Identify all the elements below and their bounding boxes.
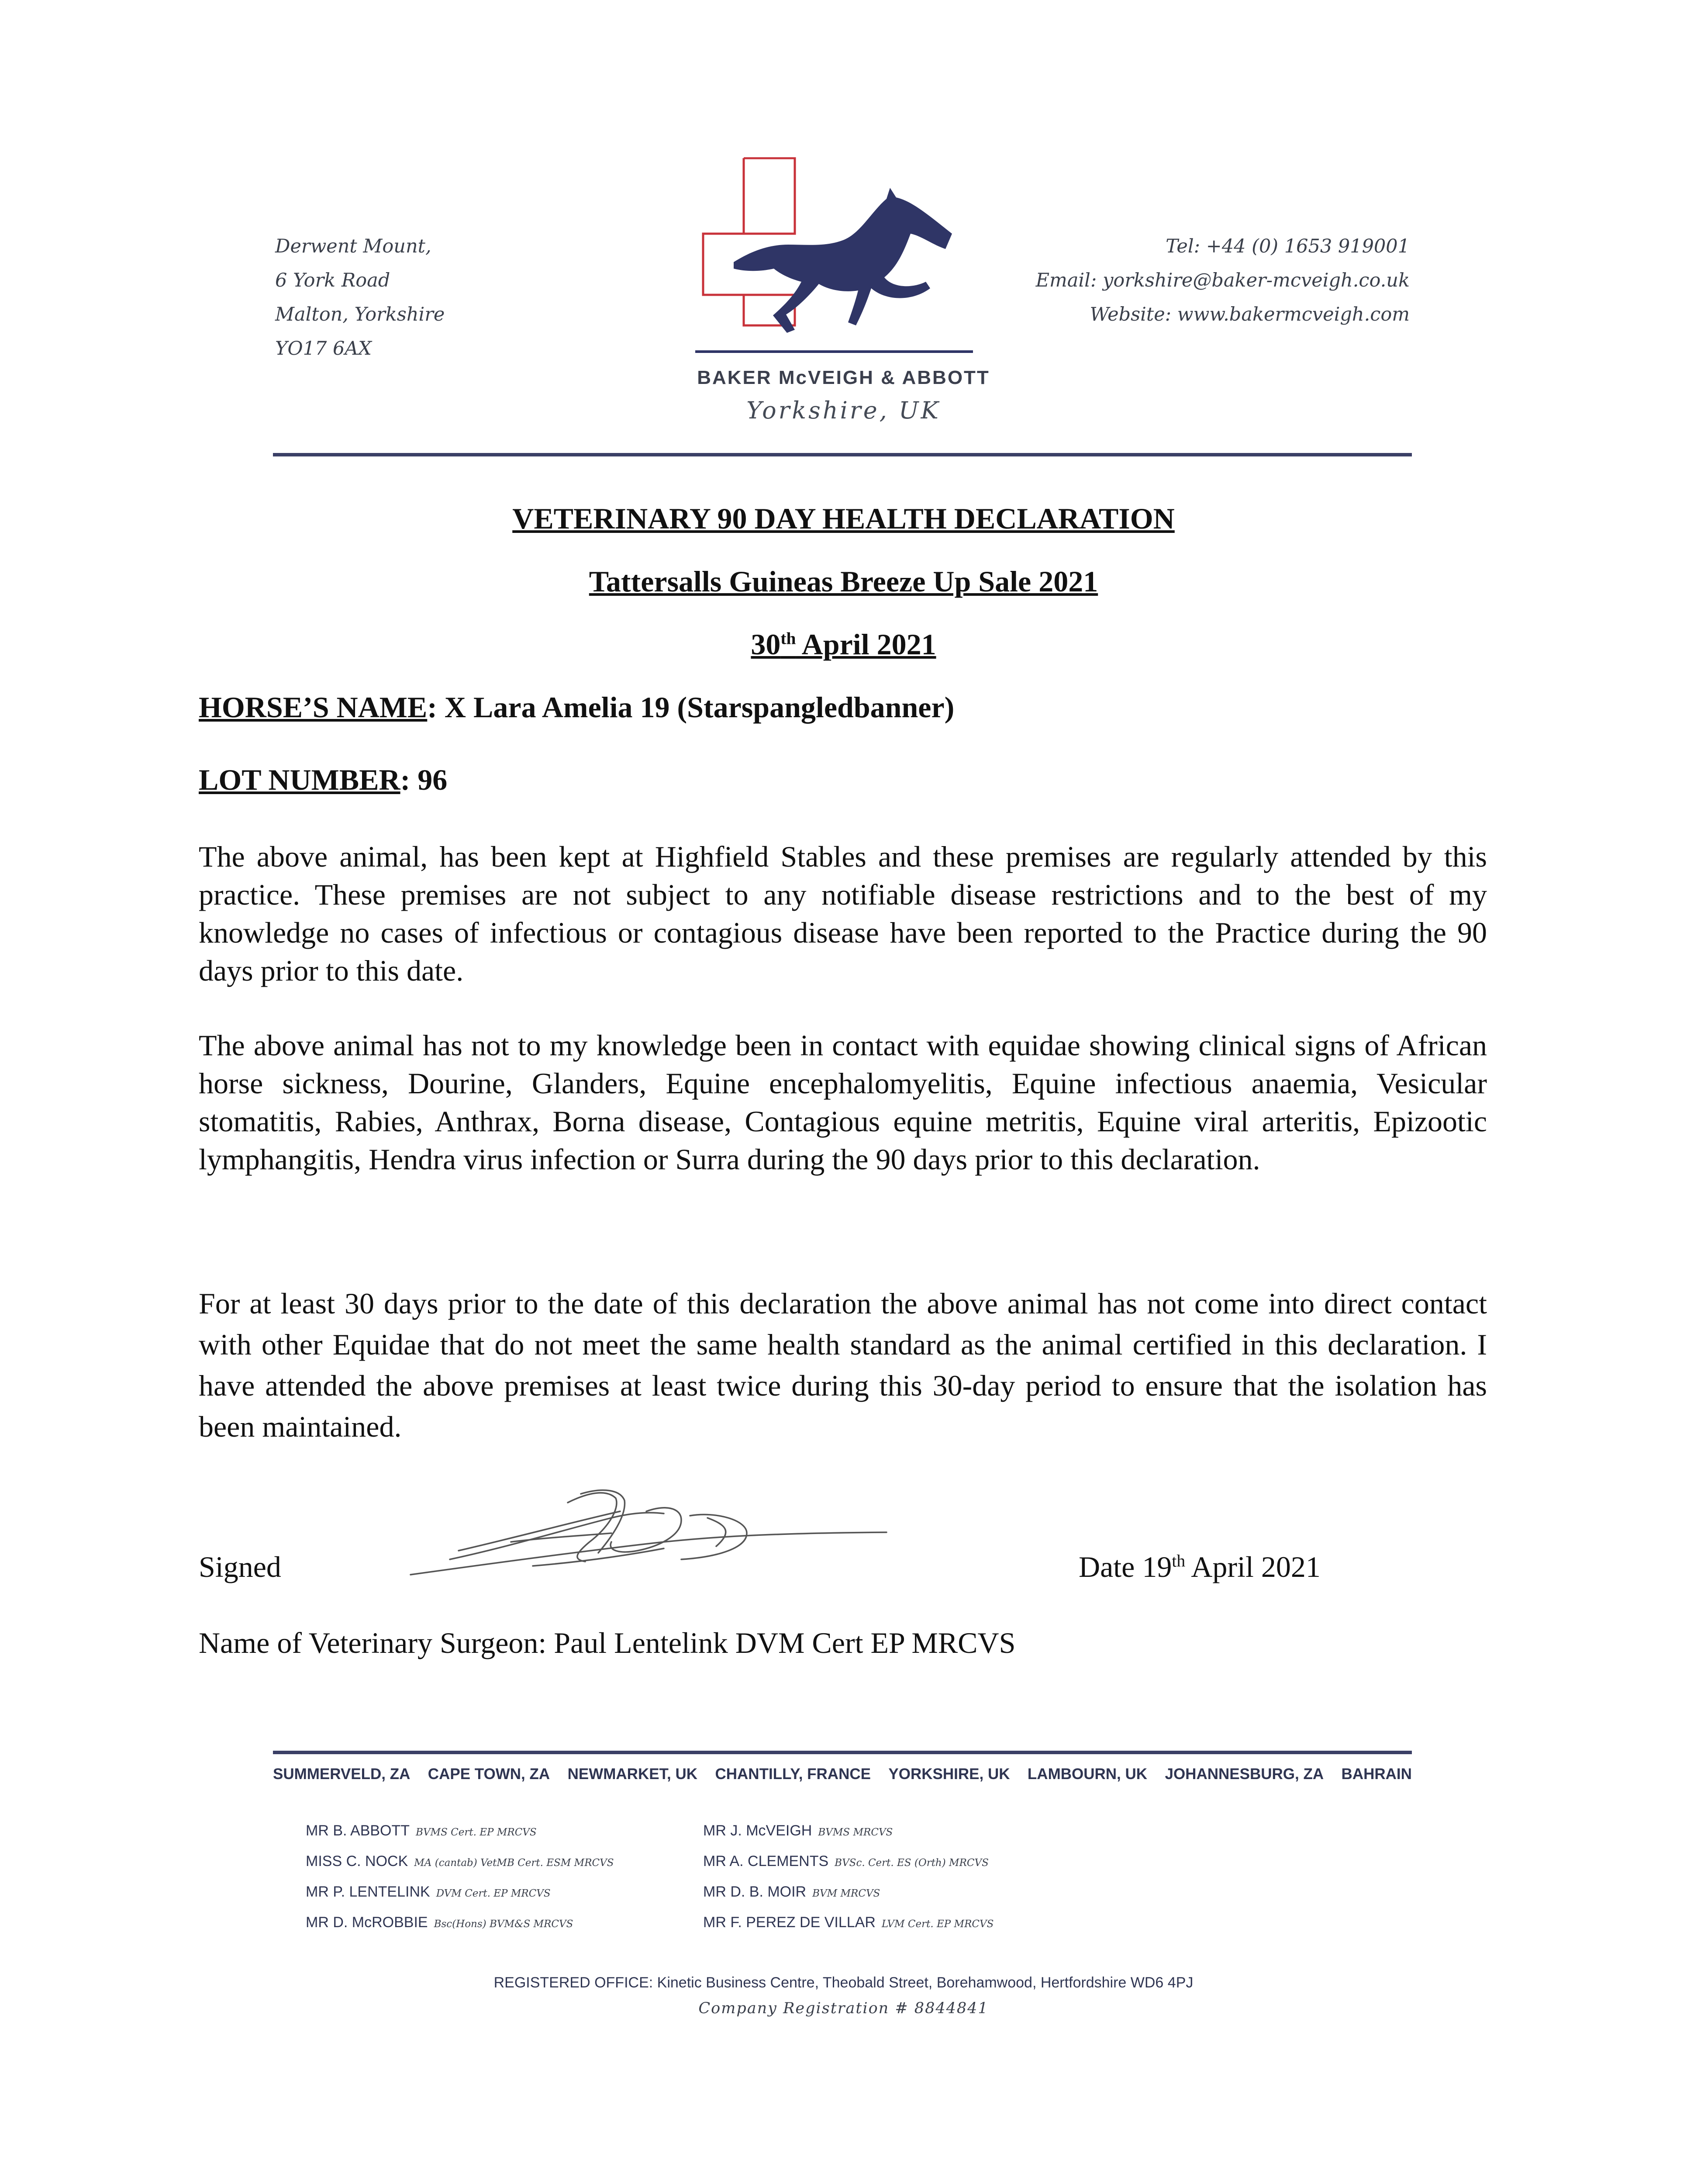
date-prefix: Date 19	[1079, 1550, 1172, 1583]
address-line: 6 York Road	[275, 270, 390, 291]
sale-date-suffix: th	[780, 629, 796, 648]
staff-member: MR D. McROBBIE Bsc(Hons) BVM&S MRCVS	[306, 1914, 573, 1931]
location-item: YORKSHIRE, UK	[888, 1766, 1010, 1783]
staff-member: MR D. B. MOIR BVM MRCVS	[703, 1883, 880, 1900]
staff-list-left	[306, 1816, 614, 1939]
lot-number-field	[199, 763, 447, 797]
sale-date-rest: April 2021	[796, 628, 936, 661]
contact-phone: Tel: +44 (0) 1653 919001	[1166, 235, 1410, 257]
paragraph-premises: The above animal, has been kept at Highfield Stables and these premises are regularly attended by this practice. These premises are not subject to any notifiable disease restrictions and to the best of my knowledge no cases of infectious or contagious disease have been reported to the Practice during the 90 days prior to this date.	[199, 840, 1487, 987]
document-title: VETERINARY 90 DAY HEALTH DECLARATION	[512, 502, 1175, 535]
footer-rule	[273, 1751, 1412, 1754]
sale-date-day: 30	[751, 628, 781, 661]
staff-list-right	[703, 1816, 994, 1939]
staff-member: MR B. ABBOTT BVMS Cert. EP MRCVS	[306, 1822, 537, 1839]
address-line: YO17 6AX	[275, 338, 372, 359]
staff-member: MR F. PEREZ DE VILLAR LVM Cert. EP MRCVS	[703, 1914, 994, 1931]
paragraph-disease-contact: The above animal has not to my knowledge been in contact with equidae showing clinical signs of African horse sickness, Dourine, Glanders, Equine encephalomyelitis, Equine infectious anaemia, Vesicular stomatitis, Rabies, Anthrax, Borna disease, Contagious equine metritis, Equine viral arteritis, Epizootic lymphangitis, Hendra virus infection or Surra during the 90 days prior to this declaration.	[199, 1029, 1487, 1176]
office-locations	[273, 1766, 1412, 1783]
lot-number-label: LOT NUMBER	[199, 763, 400, 796]
brand-location: Yorkshire, UK	[746, 397, 941, 424]
date-rest: April 2021	[1185, 1550, 1321, 1583]
location-item: NEWMARKET, UK	[567, 1766, 698, 1783]
sale-date	[0, 627, 1687, 662]
declaration-date	[1079, 1550, 1321, 1584]
location-item: LAMBOURN, UK	[1027, 1766, 1148, 1783]
paragraph-isolation: For at least 30 days prior to the date of this declaration the above animal has not come into direct contact with other Equidae that do not meet the same health standard as the animal certified in this declaration. I have attended the above premises at least twice during this 30-day period to ensure that the isolation has been maintained.	[199, 1287, 1487, 1443]
lot-number-value: : 96	[400, 763, 448, 796]
company-registration: Company Registration # 8844841	[698, 2000, 989, 2017]
location-item: CAPE TOWN, ZA	[428, 1766, 550, 1783]
contact-website: Website: www.bakermcveigh.com	[1090, 304, 1410, 325]
veterinary-surgeon-name: Name of Veterinary Surgeon: Paul Lentelink DVM Cert EP MRCVS	[199, 1626, 1016, 1659]
location-item: CHANTILLY, FRANCE	[715, 1766, 871, 1783]
date-suffix: th	[1172, 1551, 1186, 1571]
staff-member: MR A. CLEMENTS BVSc. Cert. ES (Orth) MRCVS	[703, 1853, 989, 1870]
horse-name-field	[199, 690, 954, 725]
horse-name-label: HORSE’S NAME	[199, 691, 428, 724]
address-line: Derwent Mount,	[275, 235, 431, 257]
brand-name: BAKER McVEIGH & ABBOTT	[697, 367, 990, 388]
staff-member: MR P. LENTELINK DVM Cert. EP MRCVS	[306, 1883, 551, 1900]
header-rule	[273, 453, 1412, 456]
staff-member: MISS C. NOCK MA (cantab) VetMB Cert. ESM MRCVS	[306, 1853, 614, 1870]
horse-name-value: : X Lara Amelia 19 (Starspangledbanner)	[427, 691, 955, 724]
practice-address	[275, 229, 445, 366]
location-item: BAHRAIN	[1341, 1766, 1412, 1783]
location-item: SUMMERVELD, ZA	[273, 1766, 411, 1783]
address-line: Malton, Yorkshire	[275, 304, 445, 325]
signature-image	[402, 1476, 895, 1594]
sale-name: Tattersalls Guineas Breeze Up Sale 2021	[589, 565, 1098, 598]
staff-member: MR J. McVEIGH BVMS MRCVS	[703, 1822, 893, 1839]
location-item: JOHANNESBURG, ZA	[1165, 1766, 1324, 1783]
registered-office: REGISTERED OFFICE: Kinetic Business Centre, Theobald Street, Borehamwood, Hertfordshire WD6 4PJ	[493, 1974, 1194, 1991]
logo-red-cross-horse-icon	[694, 157, 974, 376]
practice-contact	[1036, 229, 1410, 332]
signed-label: Signed	[199, 1550, 281, 1583]
contact-email: Email: yorkshire@baker-mcveigh.co.uk	[1035, 270, 1410, 291]
